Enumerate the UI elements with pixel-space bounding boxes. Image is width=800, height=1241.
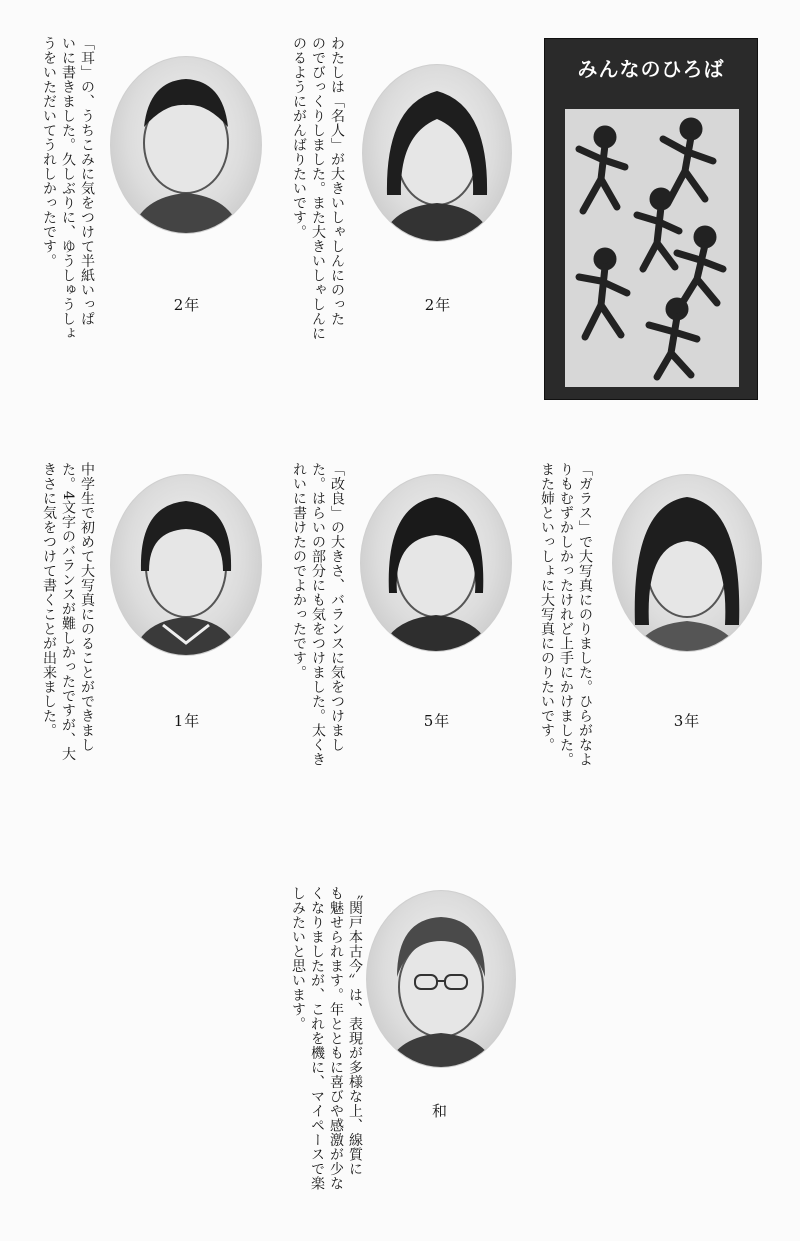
grade-label: 2年 [424, 296, 452, 314]
adult-portrait [366, 890, 516, 1068]
entry-comment: 中学生で初めて大写真にのることができまし た。4文字のバランスが難しかったですが、大 きさに気をつけて書くことが出来ました。 [41, 462, 95, 762]
entry-comment: 「改良」の大きさ、バランスに気をつけまし た。はらいの部分にも気をつけました。太くき れいに書けたのでよかったです。 [291, 462, 345, 767]
grade-label: 2年 [173, 296, 201, 314]
person-icon [613, 475, 761, 651]
banner-title: みんなのひろば [577, 57, 725, 81]
person-icon [363, 65, 511, 241]
person-icon [111, 57, 261, 233]
banner [544, 38, 758, 400]
entry-comment: 「ガラス」で大写真にのりました。ひらがなよ りもむずかしかったけれど上手にかけました。 また姉といっしょに大写真にのりたいです。 [539, 462, 593, 767]
entry-comment: わたしは「名人」が大きいしゃしんにのった のでびっくりしました。また大きいしゃしんに のるようにがんばりたいです。 [291, 36, 345, 341]
banner-artwork [565, 109, 739, 387]
student-portrait [110, 56, 262, 234]
entry-comment: 「耳」の、うちこみに気をつけて半紙いっぱ いに書きました。久しぶりに、ゆうしゅうしょ うをいただいてうれしかったです。 [41, 36, 95, 341]
student-portrait [612, 474, 762, 652]
grade-label: 3年 [673, 712, 701, 730]
person-icon [111, 475, 261, 655]
grade-label: 1年 [173, 712, 201, 730]
grade-label: 5年 [423, 712, 451, 730]
person-icon [367, 891, 515, 1067]
student-portrait [362, 64, 512, 242]
entry-comment: 〝関戸本古今〟は、表現が多様な上、線質に も魅せられます。年とともに喜びや感激が少な くなりましたが、これを機に、マイペースで楽 しみたいと思います。 [290, 886, 363, 1191]
student-portrait [360, 474, 512, 652]
dancing-figures-artwork [565, 109, 739, 387]
grade-label: 和 [431, 1102, 448, 1120]
person-icon [361, 475, 511, 651]
student-portrait [110, 474, 262, 656]
